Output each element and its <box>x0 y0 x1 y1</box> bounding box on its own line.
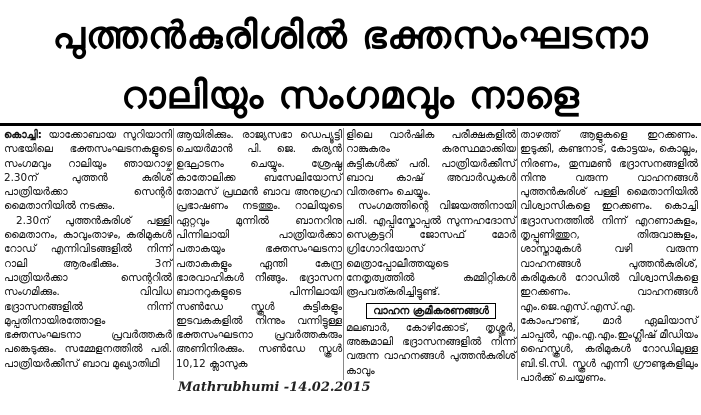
article-paragraph: 2.30ന് പുത്തൻകുരിശ് പള്ളി മൈതാനം, കാവുംതാഴം, കരിമുകൾ റോഡ് എന്നിവിടങ്ങളിൽ നിന്ന് റാലി ആരംഭിക്കും. 3ന് പാത്രിയർക്കാ സെന്ററിൽ സംഗമിക്കും. വിവിധ ഭദ്രാസനങ്ങളിൽ നിന്ന് മുപ്പതിനായിരത്തോളം ഭക്തസംഘടനാ പ്രവർത്തകർ പങ്കെടുക്കും. സമ്മേളനത്തിൽ പരി. പാത്രിയർക്കീസ് ബാവ മുഖ്യാതിഥി <box>4 214 172 370</box>
dateline: കൊച്ചി: <box>4 129 42 141</box>
headline-line-1: പുത്തൻകുരിശിൽ ഭക്തസംഘടനാ <box>52 13 649 57</box>
article-paragraph: മലബാർ, കോഴിക്കോട്, തൃശ്ശൂർ, അങ്കമാലി ഭദ്രാസനങ്ങളിൽ നിന്ന് വരുന്ന വാഹനങ്ങൾ പുത്തൻകുരിശ് കാവും <box>346 321 516 377</box>
source-credit: Mathrubhumi -14.02.2015 <box>178 380 371 395</box>
column-divider <box>173 128 174 380</box>
article-paragraph: ആയിരിക്കും. രാജ്യസഭാ ഡെപ്യൂട്ടി ചെയർമാൻ പി. ജെ. കുര്യൻ ഉദ്ഘാടനം ചെയ്യും. ശ്രേഷ്ഠ കാതോലിക്ക ബസേലിയോസ് തോമസ് പ്രഥമൻ ബാവ അനുഗ്രഹ പ്രഭാഷണം നടത്തും. റാലിയുടെ ഏറ്റവും മുന്നിൽ ബാനറിനു പിന്നിലായി പാത്രിയർക്കാ പതാകയും ഭക്തസംഘടനാ പതാകകളും ഏന്തി കേന്ദ്ര ഭാരവാഹികൾ നീങ്ങും. ഭദ്രാസന ബാനറുകളുടെ പിന്നിലായി സൺഡേ സ്കൂൾ കുട്ടികളും ഇടവകകളിൽ നിന്നും വന്നിട്ടുള്ള ഭക്തസംഘടനാ പ്രവർത്തകരും അണിനിരക്കും. സൺഡേ സ്കൂൾ 10,12 ക്ലാസുക <box>176 129 342 370</box>
article-column-4 <box>520 128 698 385</box>
headline-line-2: റാലിയും സംഗമവും നാളെ <box>121 73 580 117</box>
article-paragraph: സംഗമത്തിന്റെ വിജയത്തിനായി പരി. എപ്പിസ്കോപ്പൽ സുന്നഹദോസ് സെക്രട്ടറി ജോസഫ് മോർ ഗ്രിഗോറിയോസ് മെത്രാപ്പോലീത്തയുടെ നേതൃത്വത്തിൽ കമ്മിറ്റികൾ രൂപവത്കരിച്ചിട്ടുണ്ട്. <box>346 200 516 299</box>
article-paragraph <box>4 128 172 214</box>
column-divider <box>517 128 518 380</box>
headline-rule <box>0 123 701 126</box>
article-column-2 <box>176 128 342 378</box>
article-column-1 <box>4 128 172 378</box>
subheading: വാഹന ക്രമീകരണങ്ങൾ <box>366 303 496 319</box>
article-paragraph: ളിലെ വാർഷിക പരീക്ഷകളിൽ റാങ്കുകരം കരസ്ഥമാക്കിയ കുട്ടികൾക്ക് പരി. പാത്രിയർക്കീസ് ബാവ കാഷ് അവാർഡുകൾ വിതരണം ചെയ്യും. <box>346 129 516 199</box>
article-paragraph: താഴത്ത് ആളുകളെ ഇറക്കണം. ഇടുക്കി, കണ്ടനാട്, കോട്ടയം, കൊല്ലം, നിരണം, തുമ്പമൺ ഭദ്രാസനങ്ങളിൽ നിന്നു വരുന്ന വാഹനങ്ങൾ പുത്തൻകുരിശ് പള്ളി മൈതാനിയിൽ വിശ്വാസികളെ ഇറക്കണം. കൊച്ചി ഭദ്രാസനത്തിൽ നിന്ന് എറണാകുളം, തൃപ്പൂണിത്തുറ, തിരുവാങ്കുളം, ശാസ്താമുകൾ വഴി വരുന്ന വാഹനങ്ങൾ പുത്തൻകുരിശ്, കരിമുകൾ റോഡിൽ വിശ്വാസികളെ ഇറക്കണം. വാഹനങ്ങൾ എം.ജെ.എസ്.എസ്.എ. കോംപൗണ്ട്, മാർ ഏലിയാസ് ചാപ്പൽ, എം.എ.എം.ഇംഗ്ലീഷ് മീഡിയം ഹൈസ്കൂൾ, കരിമുകൾ റോഡിലുള്ള ബി.ടി.സി. സ്കൂൾ എന്നീ ഗ്രൗണ്ടുകളിലും പാർക്ക് ചെയ്യണം. <box>520 129 698 385</box>
paragraph-text: യാക്കോബായ സുറിയാനി സഭയിലെ ഭക്തസംഘടനകളുടെ സംഗമവും റാലിയും ഞായറാഴ്ച 2.30ന് പുത്തൻ കുരിശ് പാത്രിയർക്കാ സെന്റർ മൈതാനിയിൽ നടക്കും. <box>4 129 172 213</box>
article-column-3 <box>346 128 516 378</box>
column-divider <box>343 128 344 380</box>
